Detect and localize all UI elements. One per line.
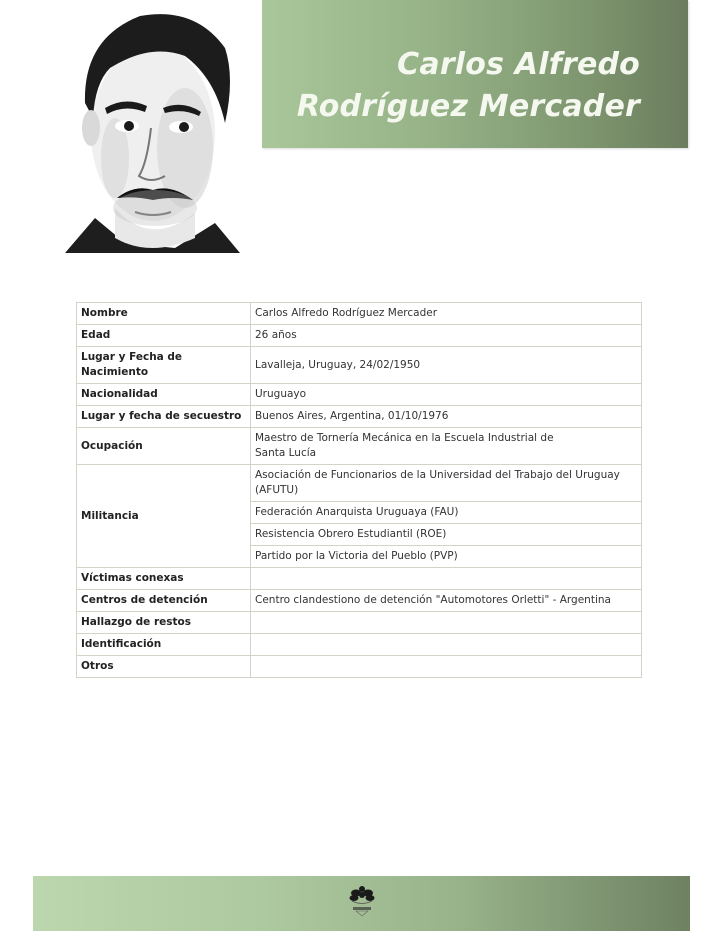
person-info-table (76, 302, 642, 678)
row-label-nacionalidad: Nacionalidad (77, 384, 251, 406)
militancia-value-afutu: Asociación de Funcionarios de la Universidad del Trabajo del Uruguay (AFUTU) (251, 465, 642, 502)
row-value-edad: 26 años (251, 325, 642, 347)
table-row (77, 612, 642, 634)
row-value-hallazgo (251, 612, 642, 634)
row-value-otros (251, 656, 642, 678)
militancia-value-pvp: Partido por la Victoria del Pueblo (PVP) (251, 546, 642, 568)
table-row (77, 465, 642, 502)
row-label-hallazgo: Hallazgo de restos (77, 612, 251, 634)
row-value-nacimiento: Lavalleja, Uruguay, 24/02/1950 (251, 347, 642, 384)
row-label-ocupacion: Ocupación (77, 428, 251, 465)
portrait-photo (55, 8, 245, 253)
title-line-2: Rodríguez Mercader (296, 89, 640, 124)
row-value-ocupacion: Maestro de Tornería Mecánica en la Escuela Industrial de Santa Lucía (251, 428, 642, 465)
militancia-value-fau: Federación Anarquista Uruguaya (FAU) (251, 502, 642, 524)
table-row (77, 347, 642, 384)
table-row (77, 656, 642, 678)
row-value-nombre: Carlos Alfredo Rodríguez Mercader (251, 303, 642, 325)
row-label-secuestro: Lugar y fecha de secuestro (77, 406, 251, 428)
footer-banner (33, 876, 690, 931)
row-value-centros: Centro clandestiono de detención "Automotores Orletti" - Argentina (251, 590, 642, 612)
portrait-image (55, 8, 245, 253)
person-name-title (297, 44, 640, 128)
table-row (77, 303, 642, 325)
header-banner (262, 0, 688, 148)
table-row (77, 634, 642, 656)
row-label-centros: Centros de detención (77, 590, 251, 612)
table-row (77, 590, 642, 612)
row-value-nacionalidad: Uruguayo (251, 384, 642, 406)
row-value-secuestro: Buenos Aires, Argentina, 01/10/1976 (251, 406, 642, 428)
row-value-identificacion (251, 634, 642, 656)
title-line-1: Carlos Alfredo (397, 47, 640, 82)
row-label-nombre: Nombre (77, 303, 251, 325)
table-row (77, 428, 642, 465)
row-label-edad: Edad (77, 325, 251, 347)
table-row (77, 406, 642, 428)
row-label-nacimiento: Lugar y Fecha de Nacimiento (77, 347, 251, 384)
table-row (77, 325, 642, 347)
militancia-value-roe: Resistencia Obrero Estudiantil (ROE) (251, 524, 642, 546)
row-label-identificacion: Identificación (77, 634, 251, 656)
flower-logo-icon (342, 884, 382, 918)
table-row (77, 384, 642, 406)
row-label-militancia: Militancia (77, 465, 251, 568)
table-row (77, 568, 642, 590)
row-label-otros: Otros (77, 656, 251, 678)
row-value-victimas (251, 568, 642, 590)
row-label-victimas: Víctimas conexas (77, 568, 251, 590)
